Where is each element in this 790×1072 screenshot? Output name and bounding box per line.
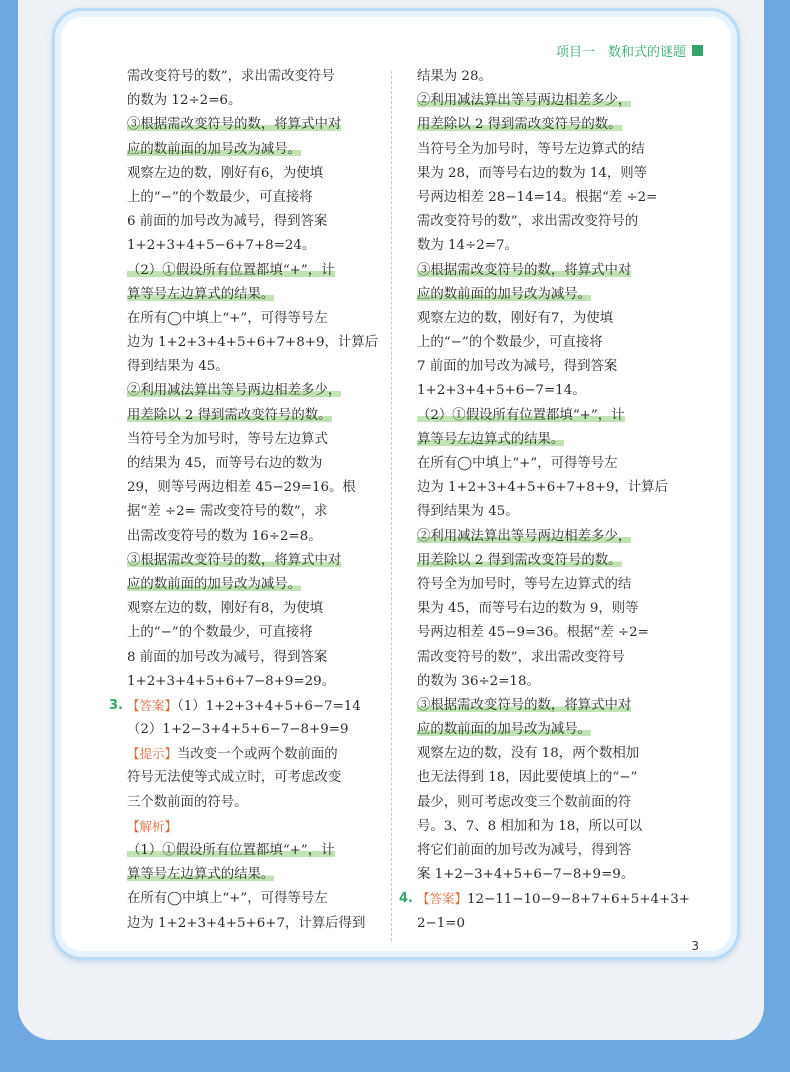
question-number: 4. — [399, 891, 413, 907]
text-line — [417, 210, 679, 234]
body-text: 的数为 12÷2=6。 — [127, 93, 242, 109]
text-line — [417, 452, 679, 476]
body-text: 结果为 28。 — [417, 69, 492, 84]
text-line — [417, 646, 679, 670]
text-line — [417, 791, 679, 815]
text-line — [127, 113, 389, 137]
text-line — [417, 283, 679, 307]
text-line — [417, 476, 679, 500]
text-line — [417, 621, 679, 645]
text-line — [127, 670, 389, 694]
text-line — [127, 815, 389, 839]
text-line — [127, 791, 389, 815]
body-text: 将它们前面的加号改为减号，得到答 — [417, 843, 632, 858]
body-text: 当符号全为加号时，等号左边算式的结 — [417, 141, 645, 157]
text-line — [417, 863, 679, 887]
body-text: 最少，则可考虑改变三个数前面的符 — [417, 794, 632, 810]
body-text: 8 前面的加号改为减号，得到答案 — [127, 649, 328, 665]
highlighted-text: 用差除以 2 得到需改变符号的数。 — [127, 407, 332, 423]
body-text: 观察左边的数，刚好有8，为使填 — [127, 601, 323, 617]
text-line — [399, 887, 690, 911]
text-line — [417, 597, 679, 621]
text-line — [417, 742, 679, 766]
text-line — [127, 500, 389, 524]
body-text: 观察左边的数，没有 18，两个数相加 — [417, 746, 640, 762]
highlighted-text: ②利用减法算出等号两边相差多少， — [417, 528, 632, 544]
highlighted-text: 应的数前面的加号改为减号。 — [127, 141, 302, 157]
text-line — [127, 355, 389, 379]
text-line — [417, 259, 679, 283]
text-line — [417, 525, 679, 549]
highlighted-text: 算等号左边算式的结果。 — [127, 286, 275, 302]
text-line — [417, 113, 679, 137]
body-text: （1）1+2+3+4+5+6−7=14 — [177, 698, 361, 714]
text-line — [127, 428, 389, 452]
text-line — [417, 500, 679, 524]
text-line — [127, 379, 389, 403]
body-text: 2−1=0 — [417, 915, 465, 931]
body-text: 7 前面的加号改为减号，得到答案 — [417, 359, 618, 375]
text-line — [127, 839, 389, 863]
body-text: 12−11−10−9−8+7+6+5+4+3+ — [467, 892, 690, 908]
highlighted-text: 算等号左边算式的结果。 — [417, 431, 565, 447]
text-line — [417, 138, 679, 162]
text-line — [127, 597, 389, 621]
highlighted-text: ③根据需改变符号的数，将算式中对 — [127, 117, 342, 133]
body-text: 三个数前面的符号。 — [127, 794, 248, 810]
text-line — [417, 307, 679, 331]
body-text: 需改变符号的数”，求出需改变符号 — [127, 69, 335, 84]
column-divider — [391, 71, 392, 941]
body-text: 数为 14÷2=7。 — [417, 238, 518, 254]
body-text: 号两边相差 45−9=36。根据“差 ÷2= — [417, 625, 649, 641]
body-text: 观察左边的数，刚好有6，为使填 — [127, 165, 323, 181]
text-line — [417, 162, 679, 186]
body-text: 6 前面的加号改为减号，得到答案 — [127, 214, 328, 230]
highlighted-text: 应的数前面的加号改为减号。 — [417, 286, 592, 302]
highlighted-text: 应的数前面的加号改为减号。 — [417, 722, 592, 738]
body-text: 据“差 ÷2= 需改变符号的数”，求 — [127, 504, 328, 520]
text-line — [127, 621, 389, 645]
highlighted-text: ③根据需改变符号的数，将算式中对 — [417, 262, 632, 278]
highlighted-text: （2）①假设所有位置都填“+”，计 — [417, 407, 625, 423]
body-text: 边为 1+2+3+4+5+6+7+8+9，计算后 — [417, 480, 669, 496]
text-line — [127, 186, 389, 210]
text-line — [127, 887, 389, 911]
highlighted-text: ③根据需改变符号的数，将算式中对 — [417, 697, 632, 713]
highlighted-text: ②利用减法算出等号两边相差多少， — [417, 93, 632, 109]
text-line — [127, 307, 389, 331]
right-column — [399, 65, 690, 936]
text-line — [127, 452, 389, 476]
text-line — [417, 379, 679, 403]
body-text: 在所有◯中填上“+”，可得等号左 — [127, 310, 328, 326]
body-text: 在所有◯中填上“+”，可得等号左 — [127, 891, 328, 907]
section-tag: 【答案】 — [127, 697, 178, 713]
left-column — [109, 65, 389, 936]
text-line — [417, 694, 679, 718]
body-text: 1+2+3+4+5−6+7+8=24。 — [127, 238, 316, 254]
header-title: 项目一 数和式的谜题 — [555, 45, 686, 60]
text-line — [127, 573, 389, 597]
text-line — [127, 549, 389, 573]
text-line — [127, 912, 389, 936]
body-text: 得到结果为 45。 — [127, 359, 229, 375]
text-line — [127, 766, 389, 790]
section-tag: 【提示】 — [127, 746, 178, 762]
text-line — [417, 766, 679, 790]
text-line — [417, 815, 679, 839]
body-text: 上的“−”的个数最少，可直接将 — [127, 189, 313, 205]
body-text: 果为 28，而等号右边的数为 14，则等 — [417, 165, 648, 181]
text-line — [417, 573, 679, 597]
highlighted-text: ③根据需改变符号的数，将算式中对 — [127, 552, 342, 568]
body-text: 案 1+2−3+4+5+6−7−8+9=9。 — [417, 867, 635, 883]
body-text: 出需改变符号的数为 16÷2=8。 — [127, 528, 322, 544]
body-text: （2）1+2−3+4+5+6−7−8+9=9 — [127, 722, 349, 738]
body-text: 29，则等号两边相差 45−29=16。根 — [127, 480, 356, 496]
body-text: 边为 1+2+3+4+5+6+7+8+9，计算后 — [127, 335, 379, 351]
body-text: 1+2+3+4+5+6−7=14。 — [417, 383, 586, 399]
text-line — [417, 670, 679, 694]
text-line — [127, 863, 389, 887]
section-tag: 【解析】 — [127, 818, 178, 834]
text-line — [417, 89, 679, 113]
question-number: 3. — [109, 697, 123, 713]
highlighted-text: （2）①假设所有位置都填“+”，计 — [127, 262, 335, 278]
body-text: 需改变符号的数”，求出需改变符号的 — [417, 214, 639, 230]
highlighted-text: 用差除以 2 得到需改变符号的数。 — [417, 552, 622, 568]
body-text: 的结果为 45，而等号右边的数为 — [127, 456, 323, 471]
text-line — [417, 549, 679, 573]
body-text: 1+2+3+4+5+6+7−8+9=29。 — [127, 673, 336, 689]
text-line — [417, 186, 679, 210]
text-line — [109, 694, 389, 718]
highlighted-text: 用差除以 2 得到需改变符号的数。 — [417, 117, 622, 133]
page-number: 3 — [691, 939, 699, 953]
text-line — [417, 331, 679, 355]
text-line — [127, 65, 389, 89]
body-text: 边为 1+2+3+4+5+6+7，计算后得到 — [127, 915, 366, 931]
text-line — [127, 234, 389, 258]
text-line — [127, 742, 389, 766]
body-text: 也无法得到 18，因此要使填上的“−” — [417, 770, 638, 786]
body-text: 符号全为加号时，等号左边算式的结 — [417, 576, 632, 592]
book-page — [52, 8, 740, 960]
body-text: 号两边相差 28−14=14。根据“差 ÷2= — [417, 189, 658, 205]
text-line — [417, 912, 679, 936]
body-text: 符号无法使等式成立时，可考虑改变 — [127, 770, 342, 786]
text-line — [417, 404, 679, 428]
body-text: 上的“−”的个数最少，可直接将 — [417, 335, 603, 351]
body-text: 得到结果为 45。 — [417, 504, 519, 520]
text-line — [417, 65, 679, 89]
header-square-icon — [692, 45, 703, 56]
text-line — [417, 428, 679, 452]
body-text: 需改变符号的数”，求出需改变符号 — [417, 649, 625, 665]
text-line — [127, 525, 389, 549]
text-line — [127, 89, 389, 113]
highlighted-text: 应的数前面的加号改为减号。 — [127, 576, 302, 592]
text-line — [127, 162, 389, 186]
text-line — [127, 718, 389, 742]
text-line — [127, 404, 389, 428]
text-line — [417, 234, 679, 258]
body-text: 当改变一个或两个数前面的 — [177, 747, 338, 763]
body-text: 的数为 36÷2=18。 — [417, 673, 540, 689]
body-text: 当符号全为加号时，等号左边算式 — [127, 431, 328, 447]
text-line — [417, 718, 679, 742]
text-line — [417, 839, 679, 863]
text-line — [417, 355, 679, 379]
highlighted-text: 算等号左边算式的结果。 — [127, 867, 275, 883]
text-line — [127, 259, 389, 283]
text-line — [127, 138, 389, 162]
text-line — [127, 476, 389, 500]
body-text: 在所有◯中填上“+”，可得等号左 — [417, 456, 618, 471]
text-line — [127, 646, 389, 670]
body-text: 号。3、7、8 相加和为 18，所以可以 — [417, 818, 643, 834]
text-line — [127, 283, 389, 307]
highlighted-text: ②利用减法算出等号两边相差多少， — [127, 383, 342, 399]
section-tag: 【答案】 — [417, 891, 468, 907]
body-text: 果为 45，而等号右边的数为 9，则等 — [417, 601, 639, 617]
page-header — [556, 41, 703, 60]
highlighted-text: （1）①假设所有位置都填“+”，计 — [127, 843, 335, 858]
text-line — [127, 331, 389, 355]
body-text: 上的“−”的个数最少，可直接将 — [127, 625, 313, 641]
text-line — [127, 210, 389, 234]
body-text: 观察左边的数，刚好有7，为使填 — [417, 310, 613, 326]
